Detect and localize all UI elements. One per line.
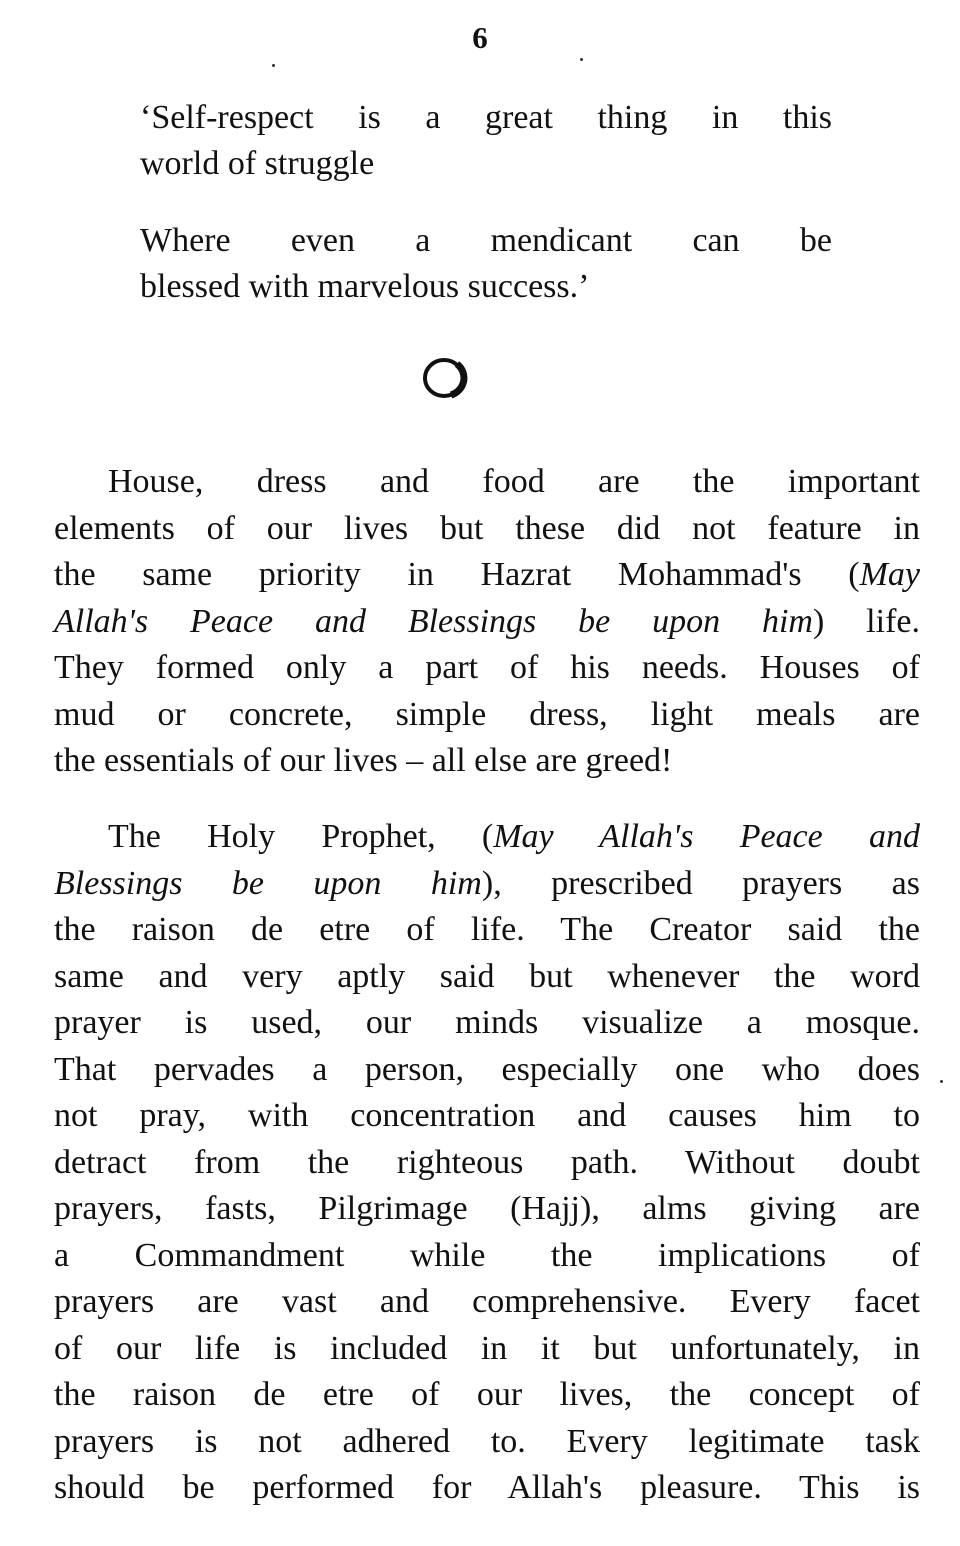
text-run: ), prescribed prayers as bbox=[481, 864, 920, 902]
paragraph-line: a Commandment while the implications of bbox=[54, 1236, 920, 1274]
paragraph-line: prayers are vast and comprehensive. Every facet bbox=[54, 1283, 920, 1320]
italic-text-run: May Allah's Peace and bbox=[493, 818, 920, 855]
paragraph-line bbox=[54, 861, 920, 908]
paragraph-line: not pray, with concentration and causes him to bbox=[54, 1097, 920, 1134]
scan-speck bbox=[940, 1080, 943, 1083]
paragraph-line: the raison de etre of life. The Creator said the bbox=[54, 911, 920, 948]
paragraph-line: House, dress and food are the important bbox=[108, 463, 920, 500]
italic-text-run: Allah's Peace and Blessings be upon him bbox=[54, 602, 813, 640]
scan-speck bbox=[580, 58, 583, 61]
paragraph-line: prayers, fasts, Pilgrimage (Hajj), alms giving are bbox=[54, 1190, 920, 1227]
paragraph-line bbox=[54, 599, 920, 646]
page-number: 6 bbox=[472, 20, 488, 55]
italic-text-run: Blessings be upon him bbox=[54, 864, 482, 902]
paragraph-line: mud or concrete, simple dress, light meals are bbox=[54, 695, 920, 733]
paragraph-line: prayer is used, our minds visualize a mosque. bbox=[54, 1004, 920, 1041]
paragraph-line: same and very aptly said but whenever the word bbox=[54, 957, 920, 995]
paragraph-line bbox=[54, 552, 920, 599]
circle-ornament-icon bbox=[421, 354, 469, 402]
paragraph-line: That pervades a person, especially one who does bbox=[54, 1050, 920, 1088]
paragraph-1 bbox=[54, 459, 920, 785]
text-run: the same priority in Hazrat Mohammad's ( bbox=[54, 556, 860, 593]
verse-line: world of struggle bbox=[140, 145, 375, 182]
paragraph-line: should be performed for Allah's pleasure. This is bbox=[54, 1469, 920, 1506]
verse-line: Where even a mendicant can be bbox=[140, 222, 832, 259]
text-run: The Holy Prophet, ( bbox=[108, 818, 494, 855]
paragraph-line: the essentials of our lives – all else are greed! bbox=[54, 742, 673, 779]
verse-stanza-1 bbox=[140, 95, 832, 187]
verse-stanza-2 bbox=[140, 218, 832, 310]
verse-line: ‘Self-respect is a great thing in this bbox=[140, 99, 832, 136]
paragraph-line: of our life is included in it but unfortunately, in bbox=[54, 1329, 920, 1367]
paragraph-line: prayers is not adhered to. Every legitimate task bbox=[54, 1422, 920, 1460]
paragraph-line bbox=[54, 506, 920, 553]
italic-text-run: May bbox=[859, 556, 920, 593]
paragraph-line: They formed only a part of his needs. Houses of bbox=[54, 649, 920, 686]
paragraph-2 bbox=[54, 814, 920, 1512]
paragraph-line: detract from the righteous path. Without doubt bbox=[54, 1143, 920, 1181]
text-run: ) life. bbox=[812, 602, 920, 640]
verse-line: blessed with marvelous success.’ bbox=[140, 268, 590, 305]
paragraph-line bbox=[54, 814, 920, 861]
paragraph-line: the raison de etre of our lives, the concept of bbox=[54, 1376, 920, 1413]
text-run: elements of our lives but these did not feature in bbox=[54, 509, 920, 547]
scan-speck bbox=[272, 64, 275, 67]
